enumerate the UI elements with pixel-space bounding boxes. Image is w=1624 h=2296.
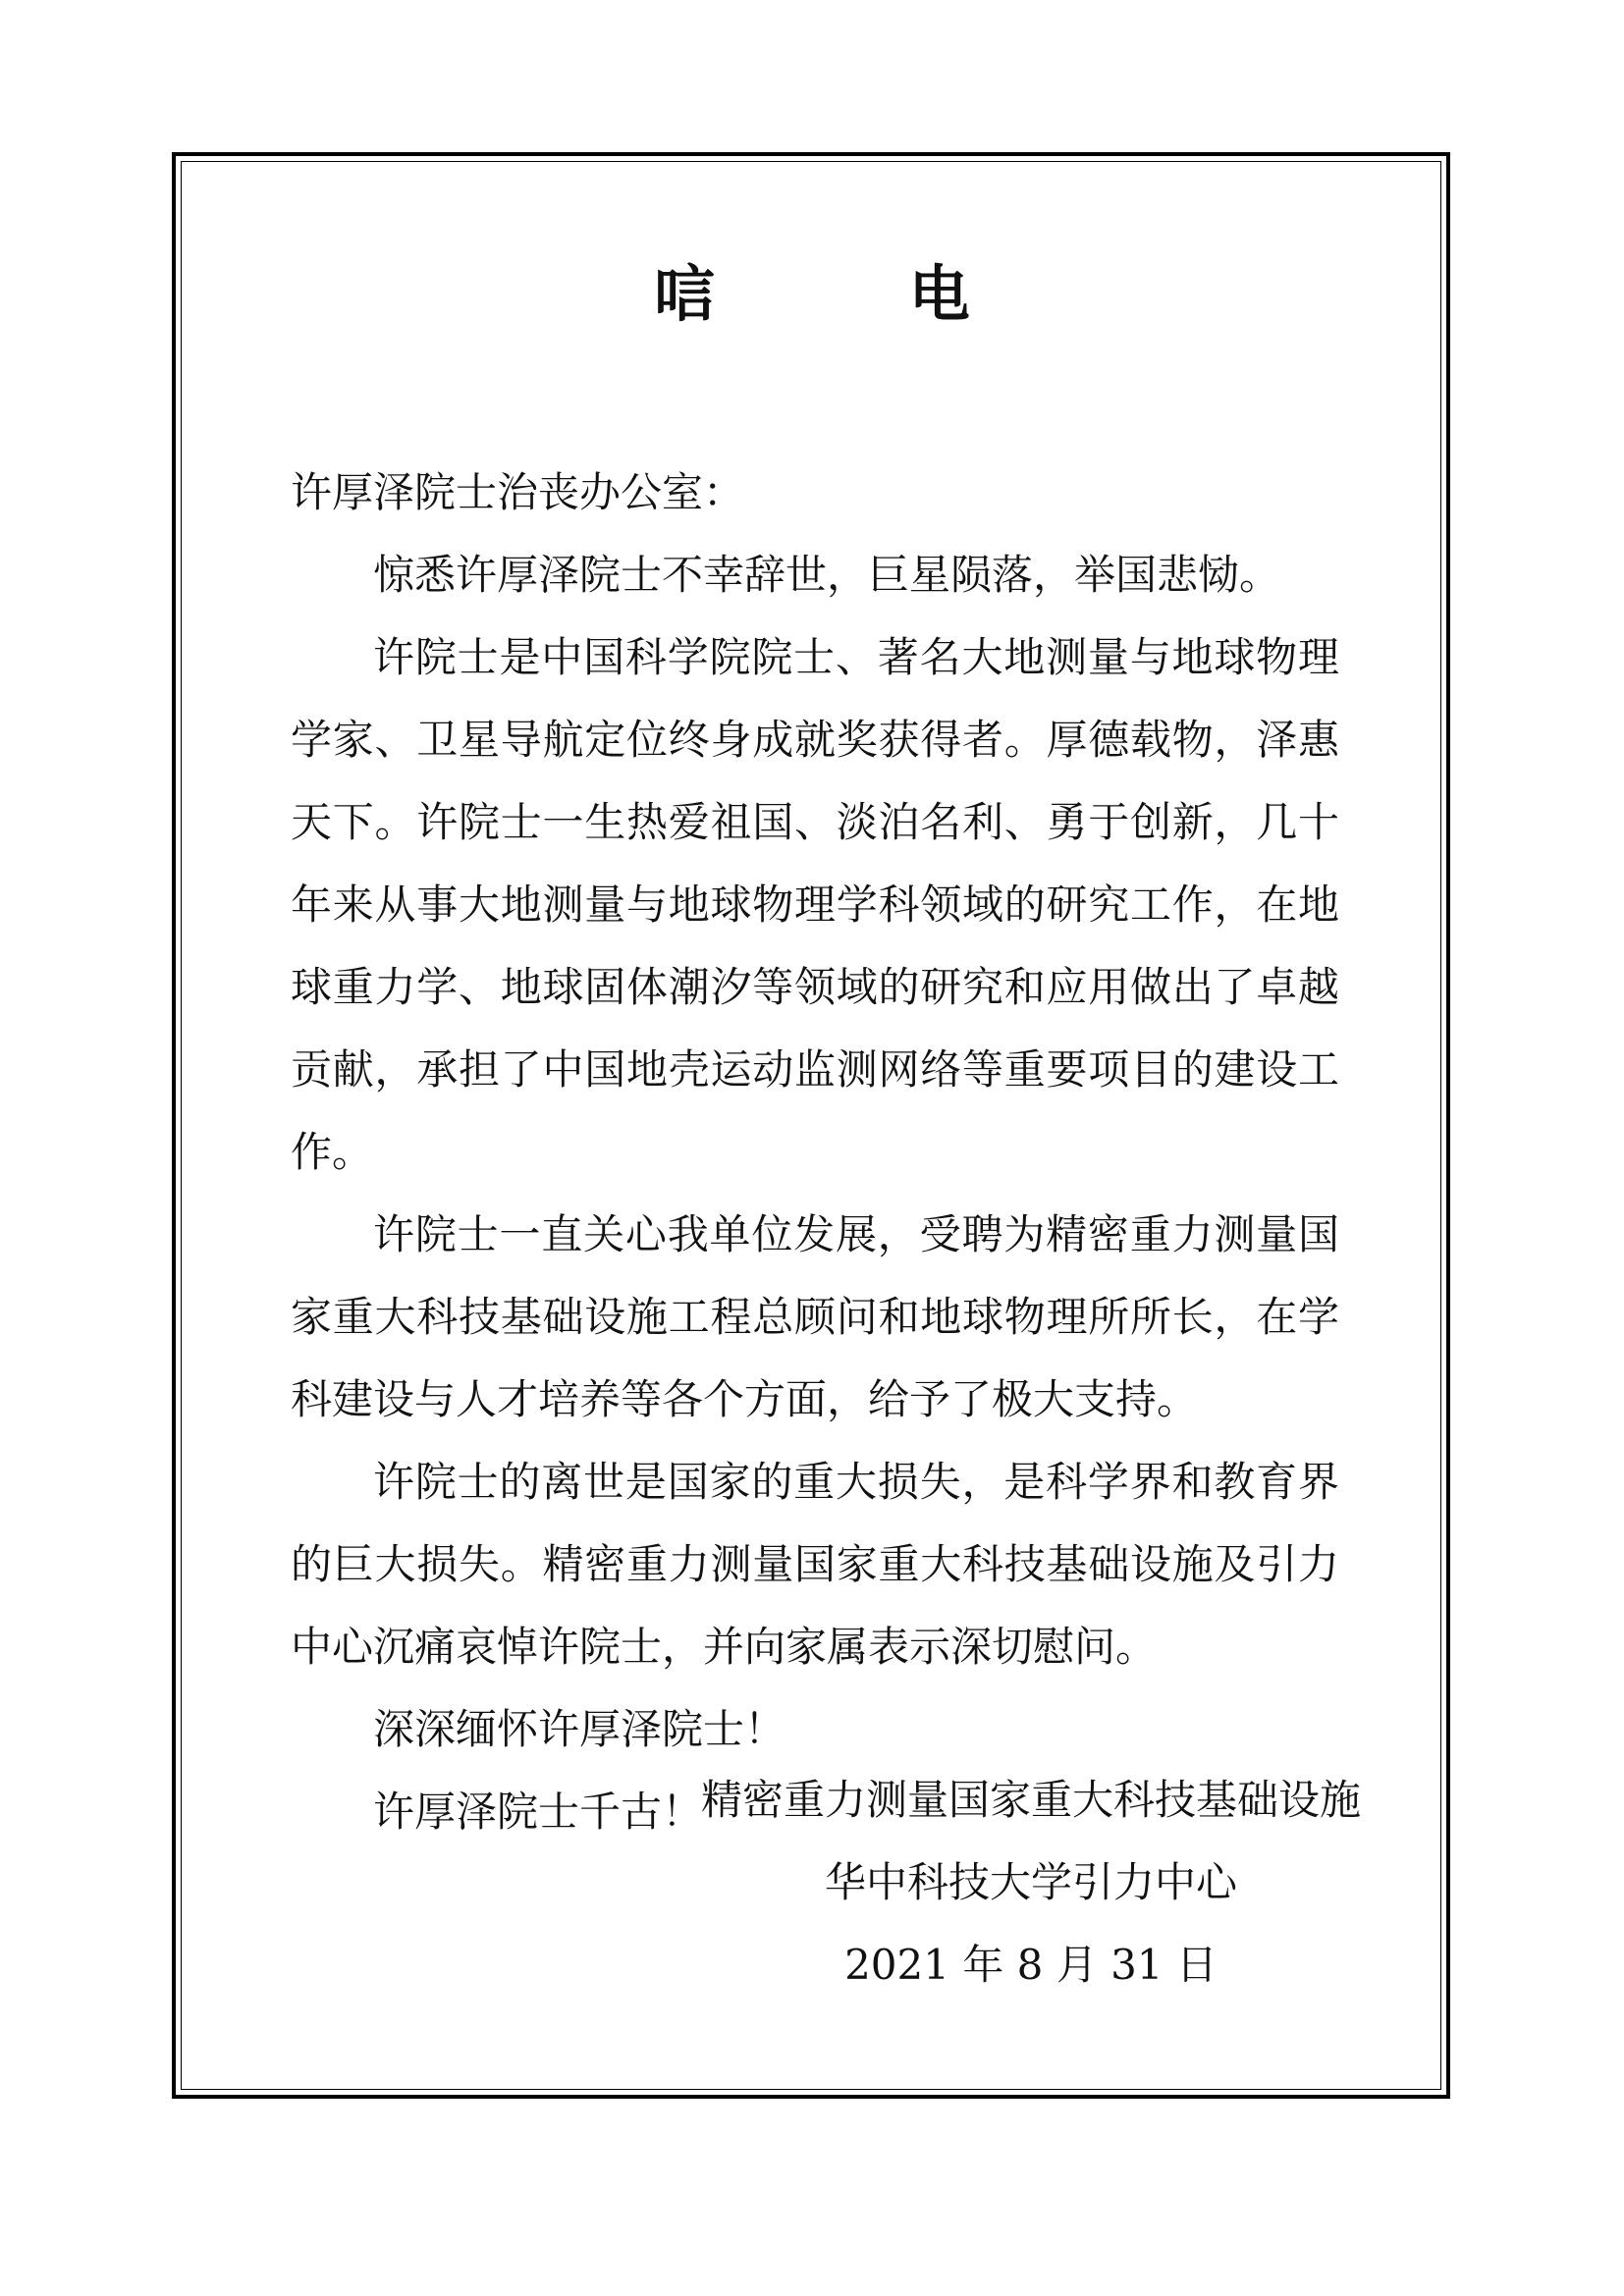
paragraph-5: 深深缅怀许厚泽院士！ xyxy=(373,1705,786,1753)
paragraph-3: 许院士一直关心我单位发展，受聘为精密重力测量国家重大科技基础设施工程总顾问和地球物理所所长，在学科建设与人才培养等各个方面，给予了极大支持。 xyxy=(291,1210,1339,1423)
signature-org-2: 华中科技大学引力中心 xyxy=(824,1858,1237,1906)
letter-body xyxy=(291,452,1339,1853)
page-title: 唁 电 xyxy=(654,258,1056,330)
salutation: 许厚泽院士治丧办公室： xyxy=(291,468,745,516)
paragraph-6: 许厚泽院士千古！ xyxy=(373,1788,704,1836)
signature-org-1: 精密重力测量国家重大科技基础设施 xyxy=(700,1776,1361,1824)
signature-date: 2021 年 8 月 31 日 xyxy=(844,1941,1218,1989)
paragraph-1: 惊悉许厚泽院士不幸辞世，巨星陨落，举国悲恸。 xyxy=(373,551,1281,599)
signature-block xyxy=(701,1759,1361,2006)
paragraph-4: 许院士的离世是国家的重大损失，是科学界和教育界的巨大损失。精密重力测量国家重大科技基础设施及引力中心沉痛哀悼许院士，并向家属表示深切慰问。 xyxy=(291,1458,1339,1671)
paragraph-2: 许院士是中国科学院院士、著名大地测量与地球物理学家、卫星导航定位终身成就奖获得者。厚德载物，泽惠天下。许院士一生热爱祖国、淡泊名利、勇于创新，几十年来从事大地测量与地球物理学科领域的研究工作，在地球重力学、地球固体潮汐等领域的研究和应用做出了卓越贡献，承担了中国地壳运动监测网络等重要项目的建设工作。 xyxy=(291,633,1339,1176)
